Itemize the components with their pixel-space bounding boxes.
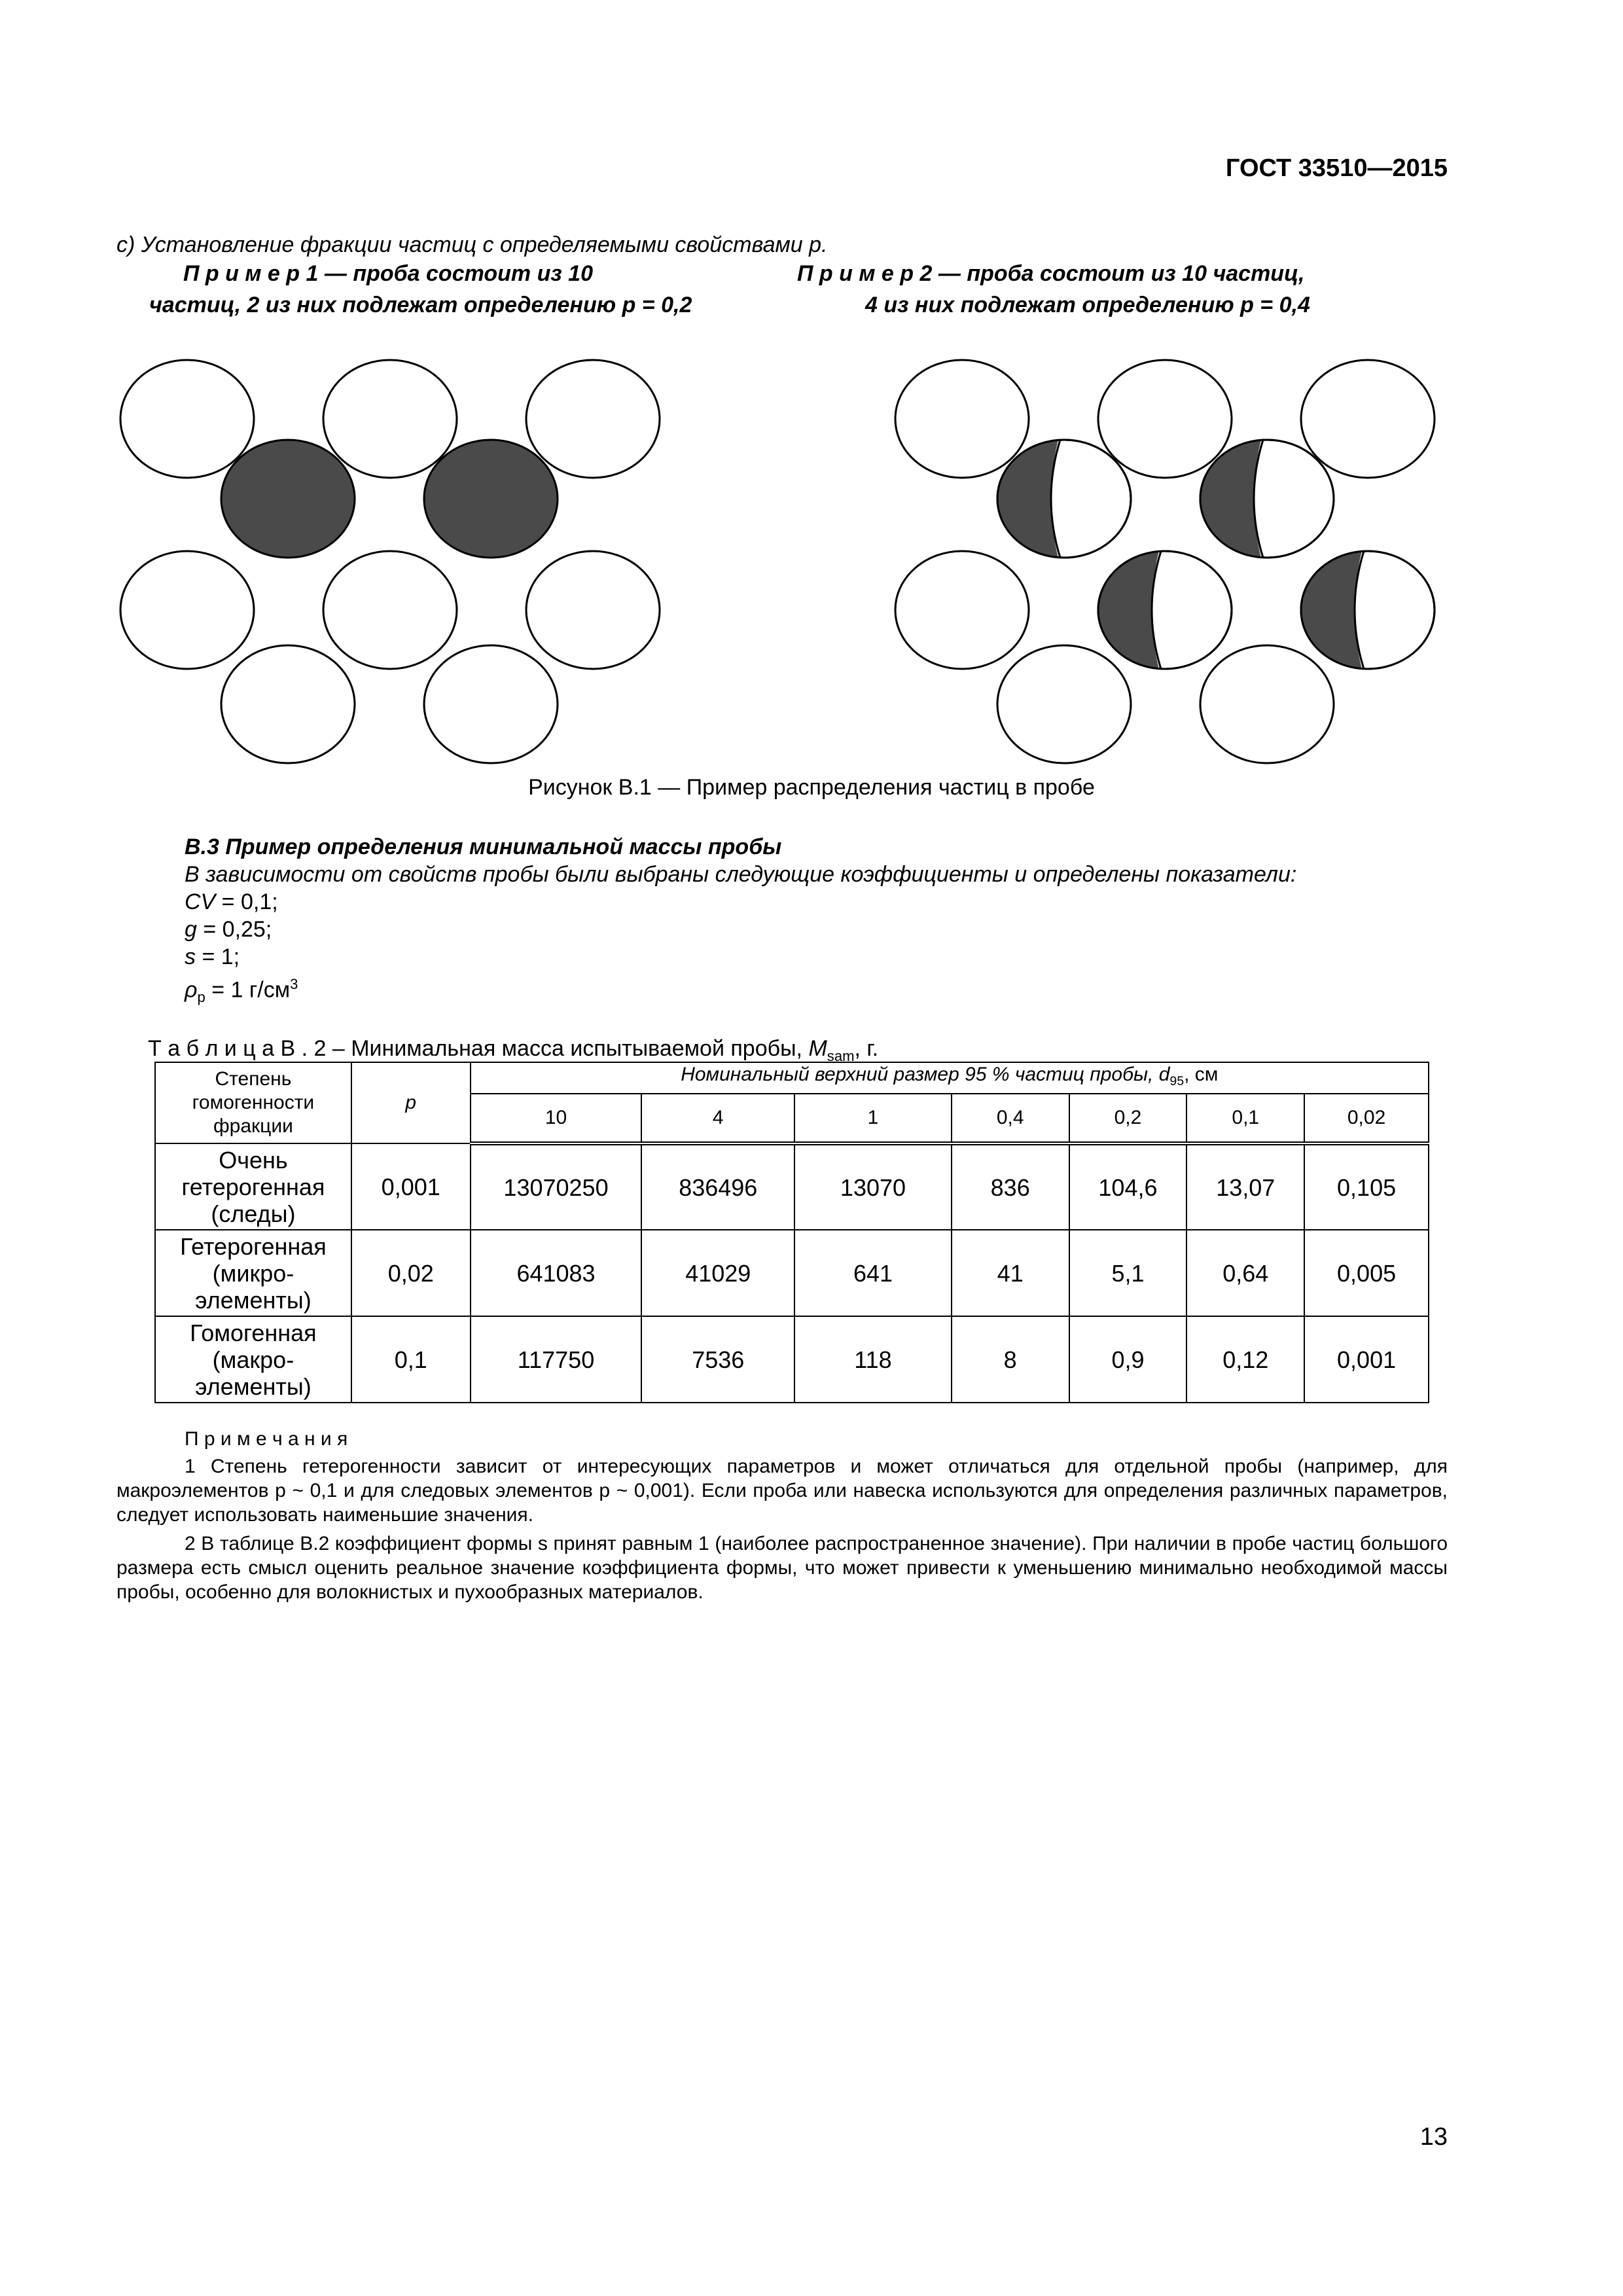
particle	[526, 551, 660, 669]
size-cell: 0,2	[1069, 1094, 1187, 1143]
value-cell: 41	[952, 1230, 1069, 1316]
param-s-name: s	[185, 944, 196, 969]
value-cell: 836	[952, 1143, 1069, 1230]
table-header-row	[155, 1062, 1429, 1094]
particle-target	[424, 440, 558, 558]
example1-text: проба состоит из 10	[353, 261, 593, 286]
table-row	[155, 1143, 1429, 1230]
note-1: 1 Степень гетерогенности зависит от интересующих параметров и может отличаться для отдельной пробы (например, для макроэлементов p ~ 0,1 и для следовых элементов p ~ 0,001). Если проба или навеска используются для определения различных параметров, следует использовать наименьшие значения.	[116, 1456, 1448, 1526]
col-size-sub: 95	[1169, 1074, 1185, 1088]
particle	[1098, 360, 1232, 478]
example2-line2: 4 из них подлежат определению p = 0,4	[865, 293, 1310, 317]
value-cell: 0,001	[1304, 1316, 1429, 1403]
col-size-var: d	[1158, 1064, 1170, 1085]
particle-partial	[1296, 543, 1435, 677]
param-rho-name: ρ	[185, 977, 198, 1003]
value-cell: 7536	[641, 1316, 794, 1403]
example1-line2: частиц, 2 из них подлежат определению p = 0,2	[149, 293, 692, 317]
value-cell: 641083	[471, 1230, 642, 1316]
param-cv	[185, 889, 278, 915]
notes-label: П р и м е ч а н и я	[185, 1428, 348, 1450]
degree-cell: Гомогенная (макро-элементы)	[155, 1316, 351, 1403]
p-cell: 0,001	[351, 1143, 471, 1230]
value-cell: 117750	[471, 1316, 642, 1403]
degree-cell: Гетерогенная (микро-элементы)	[155, 1230, 351, 1316]
col-size-unit: , см	[1184, 1064, 1219, 1085]
table-title-unit: , г.	[854, 1036, 879, 1061]
page-number: 13	[1419, 2123, 1448, 2151]
example1-line1	[183, 260, 593, 287]
value-cell: 8	[952, 1316, 1069, 1403]
table-row	[155, 1230, 1429, 1316]
col-p-header: p	[351, 1062, 471, 1143]
table-row	[155, 1316, 1429, 1403]
value-cell: 641	[794, 1230, 952, 1316]
example2-text: проба состоит из 10 частиц,	[967, 261, 1305, 286]
particle	[120, 360, 254, 478]
size-cell: 0,02	[1304, 1094, 1429, 1143]
size-cell: 1	[794, 1094, 952, 1143]
param-g-value: = 0,25;	[196, 917, 272, 942]
value-cell: 13070250	[471, 1143, 642, 1230]
value-cell: 5,1	[1069, 1230, 1187, 1316]
value-cell: 118	[794, 1316, 952, 1403]
value-cell: 13070	[794, 1143, 952, 1230]
param-rho-value: = 1 г/см	[205, 977, 291, 1003]
value-cell: 41029	[641, 1230, 794, 1316]
p-cell: 0,1	[351, 1316, 471, 1403]
particle	[997, 645, 1131, 763]
section-b3-intro: В зависимости от свойств пробы были выбраны следующие коэффициенты и определены показатели:	[185, 862, 1297, 887]
particle	[1301, 360, 1435, 478]
param-g	[185, 916, 272, 942]
particle	[120, 551, 254, 669]
value-cell: 836496	[641, 1143, 794, 1230]
table-title-text: – Минимальная масса испытываемой пробы,	[326, 1036, 809, 1061]
value-cell: 0,64	[1186, 1230, 1304, 1316]
particle	[895, 360, 1029, 478]
example1-label: П р и м е р 1 —	[183, 261, 347, 286]
particle-partial	[1093, 543, 1232, 677]
col-degree-header: Степень гомогенности фракции	[155, 1062, 351, 1143]
mass-table	[154, 1062, 1429, 1403]
size-cell: 0,1	[1186, 1094, 1304, 1143]
table-label: Т а б л и ц а В . 2	[148, 1036, 327, 1061]
col-size-header	[471, 1062, 1429, 1094]
p-cell: 0,02	[351, 1230, 471, 1316]
param-rho-sub: p	[197, 989, 205, 1006]
param-cv-value: = 0,1;	[215, 889, 278, 914]
section-c-title: с) Установление фракции частиц с определяемыми свойствами p.	[116, 232, 828, 257]
param-g-name: g	[185, 917, 197, 942]
right-sample	[895, 360, 1435, 763]
left-sample	[120, 360, 660, 763]
param-s	[185, 944, 240, 970]
value-cell: 0,005	[1304, 1230, 1429, 1316]
size-cell: 0,4	[952, 1094, 1069, 1143]
table-title-sub: sam	[827, 1047, 855, 1064]
particle	[1200, 645, 1334, 763]
particle	[323, 551, 457, 669]
size-cell: 4	[641, 1094, 794, 1143]
param-rho	[185, 971, 298, 1011]
param-s-value: = 1;	[196, 944, 240, 969]
value-cell: 0,9	[1069, 1316, 1187, 1403]
particle	[526, 360, 660, 478]
param-rho-sup: 3	[290, 976, 298, 992]
particle	[221, 645, 355, 763]
particle-target	[221, 440, 355, 558]
particle	[895, 551, 1029, 669]
degree-cell: Очень гетерогенная (следы)	[155, 1143, 351, 1230]
value-cell: 0,105	[1304, 1143, 1429, 1230]
particle	[424, 645, 558, 763]
value-cell: 0,12	[1186, 1316, 1304, 1403]
example2-label: П р и м е р 2 —	[797, 261, 961, 286]
section-b3-title: В.3 Пример определения минимальной массы пробы	[185, 834, 782, 859]
col-size-text: Номинальный верхний размер 95 % частиц пробы,	[681, 1064, 1159, 1085]
particle-figure	[118, 340, 1453, 772]
particle	[323, 360, 457, 478]
value-cell: 104,6	[1069, 1143, 1187, 1230]
value-cell: 13,07	[1186, 1143, 1304, 1230]
standard-header: ГОСТ 33510—2015	[1225, 154, 1448, 182]
note-2: 2 В таблице В.2 коэффициент формы s принят равным 1 (наиболее распространенное значение). При наличии в пробе частиц большого размера есть смысл оценить реальное значение коэффициента формы, что может привести к уменьшению минимально необходимой массы пробы, особенно для волокнистых и пухообразных материалов.	[116, 1533, 1448, 1603]
size-cell: 10	[471, 1094, 642, 1143]
example2-line1	[797, 260, 1305, 287]
figure-caption: Рисунок В.1 — Пример распределения частиц в пробе	[528, 775, 1095, 800]
param-cv-name: CV	[185, 889, 216, 914]
table-title-var: M	[808, 1036, 827, 1061]
